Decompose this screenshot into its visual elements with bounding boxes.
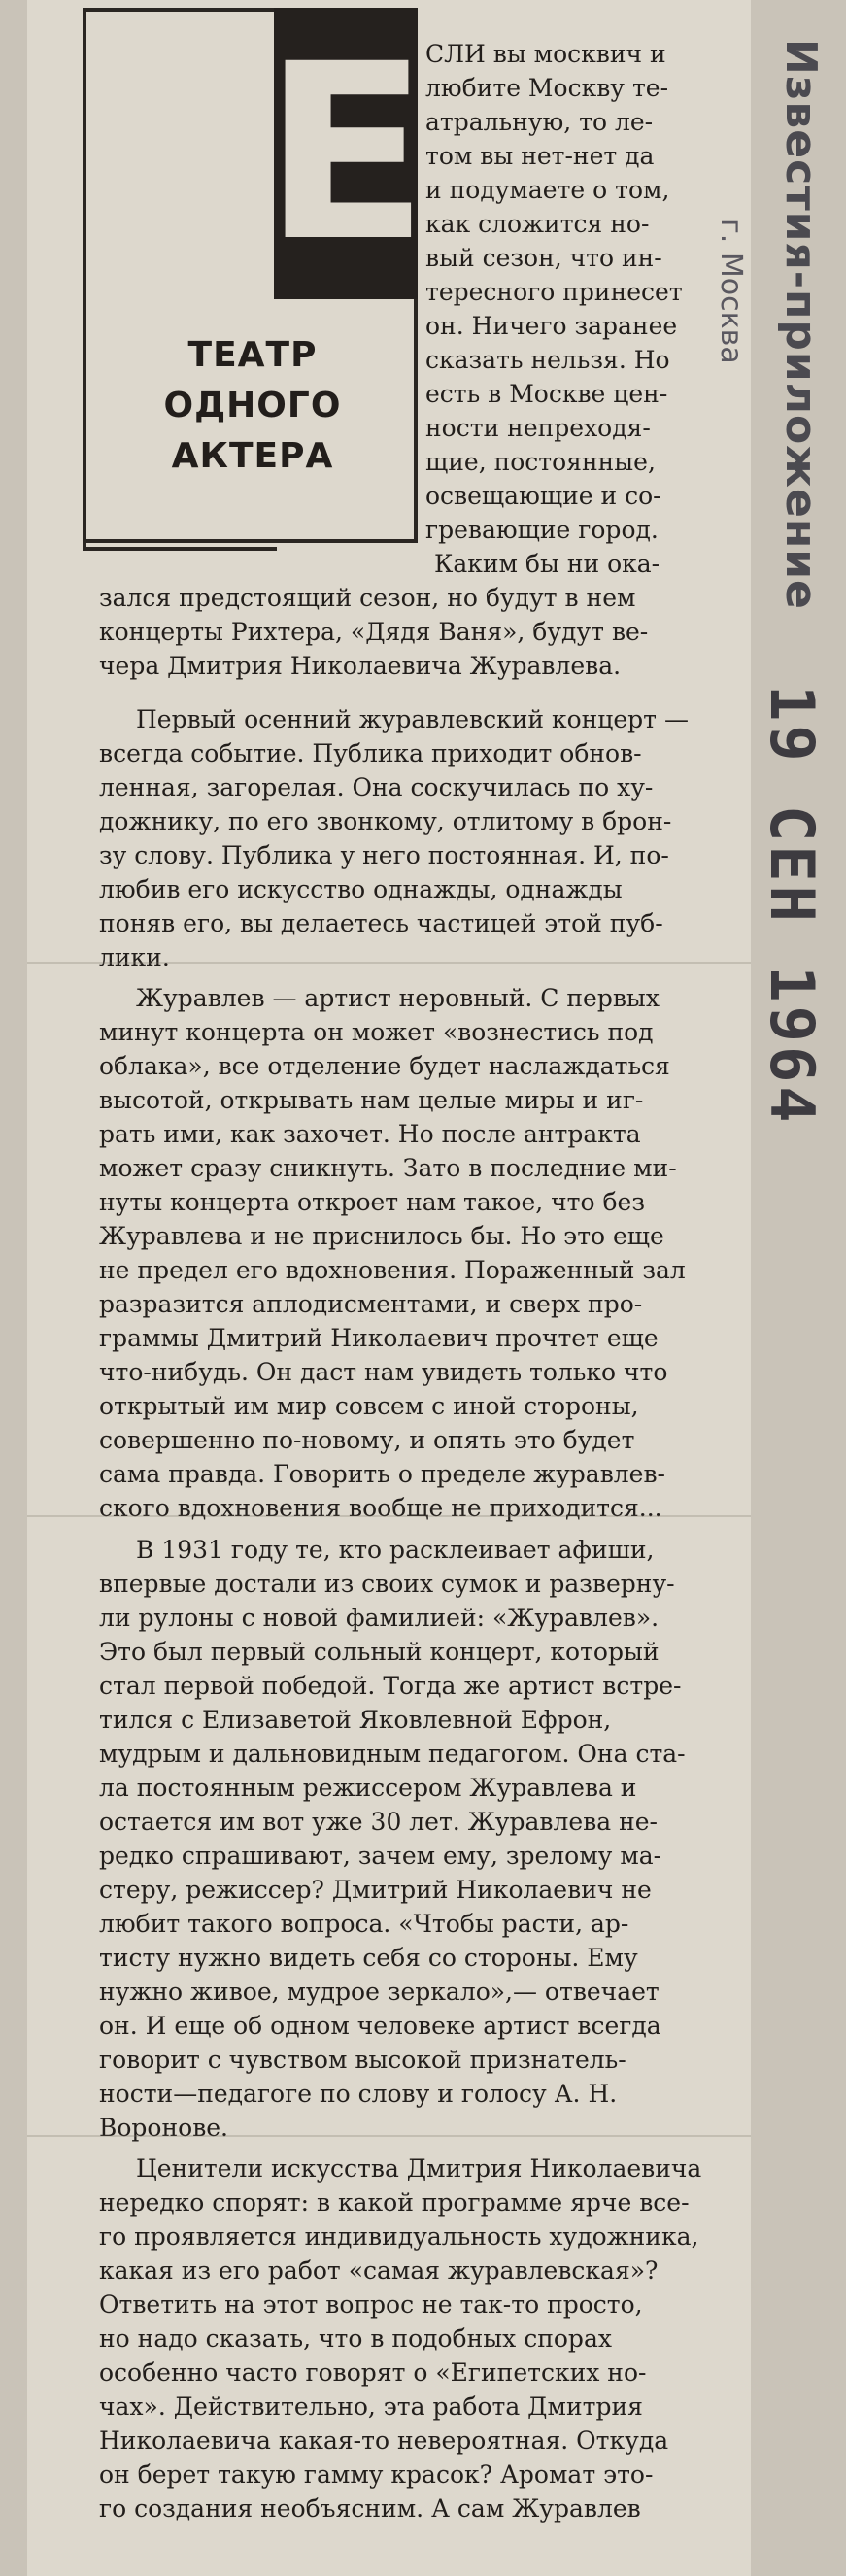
text-line: стал первой победой. Тогда же артист встре- xyxy=(99,1672,682,1700)
fold-crease xyxy=(27,962,751,964)
text-line: минут концерта он может «вознестись под xyxy=(99,1018,654,1046)
text-line: чах». Действительно, эта работа Дмитрия xyxy=(99,2392,643,2421)
text-line: облака», все отделение будет наслаждаться xyxy=(99,1052,670,1080)
text-line: есть в Москве цен- xyxy=(425,380,668,408)
text-line: может сразу сникнуть. Зато в последние ми- xyxy=(99,1154,677,1182)
text-line: щие, постоянные, xyxy=(425,448,656,476)
text-line: любит такого вопроса. «Чтобы расти, ар- xyxy=(99,1910,629,1938)
text-line: ского вдохновения вообще не приходится... xyxy=(99,1494,662,1522)
text-line: го проявляется индивидуальность художника, xyxy=(99,2222,699,2251)
text-line: поняв его, вы делаетесь частицей этой пуб- xyxy=(99,909,663,937)
intro-wide-block xyxy=(99,547,721,683)
text-line: нуты концерта откроет нам такое, что без xyxy=(99,1188,645,1216)
text-line: Первый осенний журавлевский концерт — xyxy=(136,705,689,733)
text-line: и подумаете о том, xyxy=(425,176,670,204)
text-line: любив его искусство однажды, однажды xyxy=(99,875,623,903)
text-line: впервые достали из своих сумок и разверну- xyxy=(99,1570,675,1598)
paragraph xyxy=(99,2152,721,2525)
title-line: ТЕАТР xyxy=(187,335,318,375)
text-line: нужно живое, мудрое зеркало»,— отвечает xyxy=(99,1978,660,2006)
text-line: ленная, загорелая. Она соскучилась по ху- xyxy=(99,773,654,801)
text-line: лики. xyxy=(99,943,170,971)
text-line: стеру, режиссер? Дмитрий Николаевич не xyxy=(99,1876,652,1904)
text-line: атральную, то ле- xyxy=(425,108,654,136)
text-line: всегда событие. Публика приходит обнов- xyxy=(99,739,642,767)
fold-crease xyxy=(27,1515,751,1517)
text-line: Журавлев — артист неровный. С первых xyxy=(136,984,660,1012)
intro-right-column xyxy=(425,37,712,547)
text-line: Журавлева и не приснилось бы. Но это еще xyxy=(99,1222,664,1250)
text-line: он. И еще об одном человеке артист всегда xyxy=(99,2012,661,2040)
date-stamp: 19 СЕН 1964 xyxy=(757,685,828,1127)
text-line: остается им вот уже 30 лет. Журавлева не- xyxy=(99,1808,658,1836)
text-line: он. Ничего заранее xyxy=(425,312,678,340)
text-line: открытый им мир совсем с иной стороны, xyxy=(99,1392,639,1420)
paragraph xyxy=(99,981,721,1525)
text-line: мудрым и дальновидным педагогом. Она ста- xyxy=(99,1740,686,1768)
text-line: редко спрашивают, зачем ему, зрелому ма- xyxy=(99,1842,662,1870)
text-line: высотой, открывать нам целые миры и иг- xyxy=(99,1086,644,1114)
city-stamp: г. Москва xyxy=(714,219,748,364)
publication-stamp: Известия-приложение xyxy=(776,39,826,610)
text-line: Николаевича какая-то невероятная. Откуда xyxy=(99,2426,669,2455)
drop-cap: Е xyxy=(274,8,418,299)
text-line: не предел его вдохновения. Пораженный зал xyxy=(99,1256,686,1284)
text-line: Ответить на этот вопрос не так-то просто, xyxy=(99,2290,643,2319)
text-line: нередко спорят: в какой программе ярче все- xyxy=(99,2188,690,2217)
text-line: сказать нельзя. Но xyxy=(425,346,670,374)
heading-frame-bottom xyxy=(83,539,418,543)
text-line: го создания необъясним. А сам Журавлев xyxy=(99,2494,641,2523)
text-line: любите Москву те- xyxy=(425,74,669,102)
text-line: разразится аплодисментами, и сверх про- xyxy=(99,1290,643,1318)
text-line: говорит с чувством высокой признатель- xyxy=(99,2046,626,2074)
text-line: Воронове. xyxy=(99,2114,229,2142)
text-line: гревающие город. xyxy=(425,516,659,544)
text-line: чера Дмитрия Николаевича Журавлева. xyxy=(99,652,622,680)
paragraph xyxy=(99,1533,721,2145)
text-line: Ценители искусства Дмитрия Николаевича xyxy=(136,2154,702,2183)
text-line: ла постоянным режиссером Журавлева и xyxy=(99,1774,637,1802)
text-line: какая из его работ «самая журавлевская»? xyxy=(99,2256,659,2285)
text-line: как сложится но- xyxy=(425,210,650,238)
text-line: особенно часто говорят о «Египетских но- xyxy=(99,2358,647,2387)
fold-crease xyxy=(27,2135,751,2137)
text-line: рать ими, как захочет. Но после антракта xyxy=(99,1120,641,1148)
text-line: концерты Рихтера, «Дядя Ваня», будут ве- xyxy=(99,618,649,646)
text-line: зу слову. Публика у него постоянная. И, по- xyxy=(99,841,669,869)
text-line: ности непреходя- xyxy=(425,414,651,442)
text-line: освещающие и со- xyxy=(425,482,661,510)
title-line: ОДНОГО xyxy=(163,386,342,425)
text-line: но надо сказать, что в подобных спорах xyxy=(99,2324,612,2353)
text-line: СЛИ вы москвич и xyxy=(425,40,666,68)
text-line: вый сезон, что ин- xyxy=(425,244,662,272)
text-line: том вы нет-нет да xyxy=(425,142,655,170)
title-line: АКТЕРА xyxy=(171,436,334,476)
text-line: тересного принесет xyxy=(425,278,683,306)
paragraph xyxy=(99,702,721,974)
text-line: он берет такую гамму красок? Аромат это- xyxy=(99,2460,654,2489)
text-line: дожнику, по его звонкому, отлитому в брон- xyxy=(99,807,672,835)
text-line: что-нибудь. Он даст нам увидеть только что xyxy=(99,1358,668,1386)
text-line: совершенно по-новому, и опять это будет xyxy=(99,1426,635,1454)
text-line: ли рулоны с новой фамилией: «Журавлев». xyxy=(99,1604,660,1632)
text-line: зался предстоящий сезон, но будут в нем xyxy=(99,584,636,612)
text-line: Это был первый сольный концерт, который xyxy=(99,1638,660,1666)
article-title xyxy=(97,330,408,482)
text-line: тисту нужно видеть себя со стороны. Ему xyxy=(99,1944,638,1972)
heading-frame-side xyxy=(414,296,418,543)
text-line: В 1931 году те, кто расклеивает афиши, xyxy=(136,1536,655,1564)
text-line: сама правда. Говорить о пределе журавлев- xyxy=(99,1460,665,1488)
text-line: Каким бы ни ока- xyxy=(434,550,660,578)
text-line: ности—педагоге по слову и голосу А. Н. xyxy=(99,2080,618,2108)
text-line: граммы Дмитрий Николаевич прочтет еще xyxy=(99,1324,659,1352)
text-line: тился с Елизаветой Яковлевной Ефрон, xyxy=(99,1706,612,1734)
